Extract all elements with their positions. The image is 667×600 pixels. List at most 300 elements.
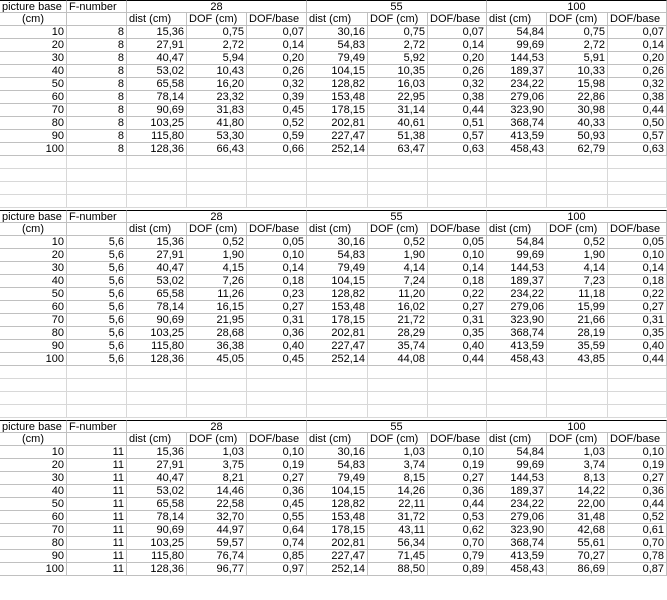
table-cell[interactable]: 0,44 — [428, 353, 487, 366]
table-cell[interactable]: 0,97 — [247, 563, 307, 576]
table-cell[interactable]: 4,14 — [547, 262, 608, 275]
table-cell[interactable]: 11 — [67, 459, 127, 472]
table-cell[interactable]: 53,02 — [127, 485, 187, 498]
empty-cell[interactable] — [307, 366, 368, 379]
table-cell[interactable]: 35,74 — [368, 340, 428, 353]
table-cell[interactable]: 0,36 — [247, 327, 307, 340]
table-cell[interactable]: 5,6 — [67, 327, 127, 340]
table-cell[interactable]: 70,27 — [547, 550, 608, 563]
table-cell[interactable]: 0,07 — [247, 26, 307, 39]
empty-cell[interactable] — [187, 366, 247, 379]
table-cell[interactable]: 80 — [0, 117, 67, 130]
table-cell[interactable]: 28,19 — [547, 327, 608, 340]
table-cell[interactable]: 30,16 — [307, 446, 368, 459]
table-cell[interactable]: 0,26 — [247, 65, 307, 78]
table-cell[interactable]: 0,14 — [608, 262, 667, 275]
empty-cell[interactable] — [428, 366, 487, 379]
table-cell[interactable]: 279,06 — [487, 91, 547, 104]
lens-header-28[interactable]: 28 — [127, 210, 307, 223]
table-cell[interactable]: 5,6 — [67, 249, 127, 262]
table-cell[interactable]: 153,48 — [307, 511, 368, 524]
empty-cell[interactable] — [487, 182, 547, 195]
table-cell[interactable]: 5,6 — [67, 301, 127, 314]
empty-cell[interactable] — [428, 169, 487, 182]
table-cell[interactable]: 413,59 — [487, 130, 547, 143]
table-cell[interactable]: 0,19 — [428, 459, 487, 472]
empty-cell[interactable] — [127, 169, 187, 182]
table-cell[interactable]: 0,59 — [247, 130, 307, 143]
table-cell[interactable]: 8 — [67, 143, 127, 156]
table-cell[interactable]: 11 — [67, 446, 127, 459]
empty-cell[interactable] — [67, 13, 127, 26]
table-cell[interactable]: 22,86 — [547, 91, 608, 104]
dof-header[interactable]: DOF (cm) — [368, 223, 428, 236]
table-cell[interactable]: 368,74 — [487, 327, 547, 340]
table-cell[interactable]: 0,36 — [428, 485, 487, 498]
table-cell[interactable]: 30 — [0, 472, 67, 485]
empty-cell[interactable] — [547, 169, 608, 182]
table-cell[interactable]: 7,24 — [368, 275, 428, 288]
dof-header[interactable]: DOF (cm) — [547, 13, 608, 26]
table-cell[interactable]: 70 — [0, 524, 67, 537]
lens-header-28[interactable]: 28 — [127, 0, 307, 13]
table-cell[interactable]: 14,22 — [547, 485, 608, 498]
table-cell[interactable]: 40,47 — [127, 262, 187, 275]
table-cell[interactable]: 0,05 — [608, 236, 667, 249]
empty-cell[interactable] — [187, 169, 247, 182]
table-cell[interactable]: 0,45 — [247, 104, 307, 117]
dist-header[interactable]: dist (cm) — [307, 13, 368, 26]
dof-base-header[interactable]: DOF/base — [608, 223, 667, 236]
table-cell[interactable]: 0,63 — [608, 143, 667, 156]
empty-cell[interactable] — [67, 195, 127, 208]
table-cell[interactable]: 1,90 — [547, 249, 608, 262]
empty-cell[interactable] — [547, 379, 608, 392]
dof-header[interactable]: DOF (cm) — [368, 433, 428, 446]
empty-cell[interactable] — [307, 182, 368, 195]
table-cell[interactable]: 86,69 — [547, 563, 608, 576]
table-cell[interactable]: 0,52 — [368, 236, 428, 249]
empty-cell[interactable] — [307, 156, 368, 169]
table-cell[interactable]: 60 — [0, 301, 67, 314]
table-cell[interactable]: 0,40 — [608, 340, 667, 353]
table-cell[interactable]: 0,14 — [428, 39, 487, 52]
empty-cell[interactable] — [67, 156, 127, 169]
table-cell[interactable]: 5,91 — [547, 52, 608, 65]
table-cell[interactable]: 100 — [0, 353, 67, 366]
table-cell[interactable]: 90 — [0, 340, 67, 353]
table-cell[interactable]: 28,68 — [187, 327, 247, 340]
table-cell[interactable]: 70 — [0, 314, 67, 327]
empty-cell[interactable] — [368, 195, 428, 208]
table-cell[interactable]: 227,47 — [307, 550, 368, 563]
table-cell[interactable]: 40,47 — [127, 472, 187, 485]
f-number-header[interactable]: F-number — [67, 210, 127, 223]
unit-cm-label[interactable]: (cm) — [0, 223, 67, 236]
table-cell[interactable]: 60 — [0, 91, 67, 104]
table-cell[interactable]: 53,02 — [127, 275, 187, 288]
table-cell[interactable]: 99,69 — [487, 39, 547, 52]
table-cell[interactable]: 14,26 — [368, 485, 428, 498]
table-cell[interactable]: 65,58 — [127, 498, 187, 511]
table-cell[interactable]: 104,15 — [307, 65, 368, 78]
table-cell[interactable]: 8,13 — [547, 472, 608, 485]
table-cell[interactable]: 36,38 — [187, 340, 247, 353]
table-cell[interactable]: 22,11 — [368, 498, 428, 511]
table-cell[interactable]: 51,38 — [368, 130, 428, 143]
empty-cell[interactable] — [247, 405, 307, 418]
table-cell[interactable]: 2,72 — [547, 39, 608, 52]
table-cell[interactable]: 0,52 — [608, 511, 667, 524]
table-cell[interactable]: 144,53 — [487, 52, 547, 65]
lens-header-100[interactable]: 100 — [487, 0, 667, 13]
table-cell[interactable]: 11 — [67, 550, 127, 563]
table-cell[interactable]: 153,48 — [307, 91, 368, 104]
empty-cell[interactable] — [487, 195, 547, 208]
table-cell[interactable]: 104,15 — [307, 485, 368, 498]
table-cell[interactable]: 0,18 — [608, 275, 667, 288]
table-cell[interactable]: 14,46 — [187, 485, 247, 498]
table-cell[interactable]: 0,74 — [247, 537, 307, 550]
table-cell[interactable]: 5,6 — [67, 275, 127, 288]
table-cell[interactable]: 0,45 — [247, 498, 307, 511]
table-cell[interactable]: 3,74 — [368, 459, 428, 472]
empty-cell[interactable] — [547, 405, 608, 418]
picture-base-header[interactable]: picture base — [0, 210, 67, 223]
table-cell[interactable]: 11 — [67, 472, 127, 485]
table-cell[interactable]: 0,27 — [608, 301, 667, 314]
table-cell[interactable]: 53,30 — [187, 130, 247, 143]
table-cell[interactable]: 323,90 — [487, 314, 547, 327]
table-cell[interactable]: 0,63 — [428, 143, 487, 156]
table-cell[interactable]: 189,37 — [487, 485, 547, 498]
table-cell[interactable]: 78,14 — [127, 301, 187, 314]
table-cell[interactable]: 11,26 — [187, 288, 247, 301]
empty-cell[interactable] — [368, 156, 428, 169]
table-cell[interactable]: 0,57 — [608, 130, 667, 143]
table-cell[interactable]: 10 — [0, 236, 67, 249]
table-cell[interactable]: 0,61 — [608, 524, 667, 537]
table-cell[interactable]: 0,10 — [247, 446, 307, 459]
table-cell[interactable]: 227,47 — [307, 340, 368, 353]
table-cell[interactable]: 50 — [0, 498, 67, 511]
table-cell[interactable]: 11,18 — [547, 288, 608, 301]
table-cell[interactable]: 4,14 — [368, 262, 428, 275]
table-cell[interactable]: 50 — [0, 288, 67, 301]
table-cell[interactable]: 0,52 — [187, 236, 247, 249]
table-cell[interactable]: 1,03 — [368, 446, 428, 459]
empty-cell[interactable] — [127, 182, 187, 195]
table-cell[interactable]: 7,26 — [187, 275, 247, 288]
table-cell[interactable]: 20 — [0, 249, 67, 262]
empty-cell[interactable] — [428, 182, 487, 195]
table-cell[interactable]: 0,10 — [428, 446, 487, 459]
empty-cell[interactable] — [127, 195, 187, 208]
table-cell[interactable]: 11 — [67, 537, 127, 550]
table-cell[interactable]: 8,15 — [368, 472, 428, 485]
table-cell[interactable]: 16,15 — [187, 301, 247, 314]
table-cell[interactable]: 28,29 — [368, 327, 428, 340]
table-cell[interactable]: 8 — [67, 117, 127, 130]
table-cell[interactable]: 0,57 — [428, 130, 487, 143]
table-cell[interactable]: 96,77 — [187, 563, 247, 576]
table-cell[interactable]: 1,90 — [187, 249, 247, 262]
table-cell[interactable]: 5,6 — [67, 262, 127, 275]
empty-cell[interactable] — [307, 405, 368, 418]
empty-cell[interactable] — [67, 405, 127, 418]
table-cell[interactable]: 0,52 — [547, 236, 608, 249]
table-cell[interactable]: 8 — [67, 91, 127, 104]
f-number-header[interactable]: F-number — [67, 0, 127, 13]
table-cell[interactable]: 0,31 — [247, 314, 307, 327]
table-cell[interactable]: 30,16 — [307, 236, 368, 249]
table-cell[interactable]: 27,91 — [127, 459, 187, 472]
empty-cell[interactable] — [247, 156, 307, 169]
table-cell[interactable]: 0,32 — [608, 78, 667, 91]
table-cell[interactable]: 10,33 — [547, 65, 608, 78]
empty-cell[interactable] — [127, 392, 187, 405]
table-cell[interactable]: 5,6 — [67, 353, 127, 366]
empty-cell[interactable] — [247, 182, 307, 195]
table-cell[interactable]: 0,22 — [428, 288, 487, 301]
table-cell[interactable]: 54,83 — [307, 39, 368, 52]
table-cell[interactable]: 8 — [67, 78, 127, 91]
table-cell[interactable]: 10 — [0, 446, 67, 459]
table-cell[interactable]: 62,79 — [547, 143, 608, 156]
empty-cell[interactable] — [247, 366, 307, 379]
table-cell[interactable]: 0,27 — [608, 472, 667, 485]
table-cell[interactable]: 1,03 — [187, 446, 247, 459]
lens-header-55[interactable]: 55 — [307, 0, 487, 13]
empty-cell[interactable] — [0, 366, 67, 379]
table-cell[interactable]: 0,40 — [247, 340, 307, 353]
empty-cell[interactable] — [428, 379, 487, 392]
table-cell[interactable]: 2,72 — [187, 39, 247, 52]
table-cell[interactable]: 0,62 — [428, 524, 487, 537]
table-cell[interactable]: 0,44 — [608, 353, 667, 366]
table-cell[interactable]: 103,25 — [127, 327, 187, 340]
table-cell[interactable]: 71,45 — [368, 550, 428, 563]
empty-cell[interactable] — [0, 405, 67, 418]
empty-cell[interactable] — [187, 392, 247, 405]
table-cell[interactable]: 128,36 — [127, 563, 187, 576]
table-cell[interactable]: 15,36 — [127, 446, 187, 459]
table-cell[interactable]: 0,18 — [247, 275, 307, 288]
table-cell[interactable]: 252,14 — [307, 353, 368, 366]
table-cell[interactable]: 189,37 — [487, 275, 547, 288]
table-cell[interactable]: 0,05 — [428, 236, 487, 249]
table-cell[interactable]: 0,66 — [247, 143, 307, 156]
table-cell[interactable]: 60 — [0, 511, 67, 524]
table-cell[interactable]: 5,92 — [368, 52, 428, 65]
table-cell[interactable]: 0,27 — [428, 472, 487, 485]
empty-cell[interactable] — [608, 156, 667, 169]
table-cell[interactable]: 11 — [67, 511, 127, 524]
table-cell[interactable]: 55,61 — [547, 537, 608, 550]
table-cell[interactable]: 59,57 — [187, 537, 247, 550]
table-cell[interactable]: 90,69 — [127, 524, 187, 537]
empty-cell[interactable] — [67, 223, 127, 236]
empty-cell[interactable] — [187, 379, 247, 392]
table-cell[interactable]: 0,27 — [247, 472, 307, 485]
table-cell[interactable]: 0,70 — [428, 537, 487, 550]
table-cell[interactable]: 0,20 — [247, 52, 307, 65]
table-cell[interactable]: 0,39 — [247, 91, 307, 104]
dist-header[interactable]: dist (cm) — [127, 433, 187, 446]
empty-cell[interactable] — [608, 182, 667, 195]
table-cell[interactable]: 43,11 — [368, 524, 428, 537]
table-cell[interactable]: 80 — [0, 537, 67, 550]
empty-cell[interactable] — [428, 195, 487, 208]
table-cell[interactable]: 0,75 — [187, 26, 247, 39]
table-cell[interactable]: 0,14 — [428, 262, 487, 275]
table-cell[interactable]: 66,43 — [187, 143, 247, 156]
table-cell[interactable]: 252,14 — [307, 563, 368, 576]
table-cell[interactable]: 31,72 — [368, 511, 428, 524]
table-cell[interactable]: 56,34 — [368, 537, 428, 550]
table-cell[interactable]: 10,35 — [368, 65, 428, 78]
empty-cell[interactable] — [608, 169, 667, 182]
table-cell[interactable]: 234,22 — [487, 498, 547, 511]
table-cell[interactable]: 65,58 — [127, 288, 187, 301]
table-cell[interactable]: 11,20 — [368, 288, 428, 301]
empty-cell[interactable] — [0, 156, 67, 169]
table-cell[interactable]: 8 — [67, 26, 127, 39]
table-cell[interactable]: 43,85 — [547, 353, 608, 366]
dof-header[interactable]: DOF (cm) — [547, 223, 608, 236]
empty-cell[interactable] — [428, 405, 487, 418]
f-number-header[interactable]: F-number — [67, 420, 127, 433]
table-cell[interactable]: 0,50 — [608, 117, 667, 130]
dof-base-header[interactable]: DOF/base — [428, 223, 487, 236]
table-cell[interactable]: 178,15 — [307, 314, 368, 327]
lens-header-28[interactable]: 28 — [127, 420, 307, 433]
table-cell[interactable]: 458,43 — [487, 563, 547, 576]
table-cell[interactable]: 23,32 — [187, 91, 247, 104]
dist-header[interactable]: dist (cm) — [307, 433, 368, 446]
table-cell[interactable]: 70 — [0, 104, 67, 117]
dist-header[interactable]: dist (cm) — [307, 223, 368, 236]
table-cell[interactable]: 8 — [67, 104, 127, 117]
table-cell[interactable]: 458,43 — [487, 353, 547, 366]
table-cell[interactable]: 2,72 — [368, 39, 428, 52]
table-cell[interactable]: 0,45 — [247, 353, 307, 366]
empty-cell[interactable] — [127, 366, 187, 379]
empty-cell[interactable] — [187, 156, 247, 169]
table-cell[interactable]: 0,27 — [247, 301, 307, 314]
table-cell[interactable]: 40 — [0, 65, 67, 78]
table-cell[interactable]: 30 — [0, 262, 67, 275]
table-cell[interactable]: 0,10 — [608, 249, 667, 262]
table-cell[interactable]: 189,37 — [487, 65, 547, 78]
table-cell[interactable]: 0,10 — [247, 249, 307, 262]
empty-cell[interactable] — [187, 405, 247, 418]
table-cell[interactable]: 15,99 — [547, 301, 608, 314]
empty-cell[interactable] — [127, 379, 187, 392]
table-cell[interactable]: 78,14 — [127, 91, 187, 104]
table-cell[interactable]: 128,36 — [127, 143, 187, 156]
table-cell[interactable]: 78,14 — [127, 511, 187, 524]
empty-cell[interactable] — [187, 182, 247, 195]
dof-header[interactable]: DOF (cm) — [547, 433, 608, 446]
table-cell[interactable]: 0,07 — [428, 26, 487, 39]
table-cell[interactable]: 20 — [0, 459, 67, 472]
empty-cell[interactable] — [487, 156, 547, 169]
table-cell[interactable]: 5,6 — [67, 314, 127, 327]
table-cell[interactable]: 234,22 — [487, 78, 547, 91]
table-cell[interactable]: 128,36 — [127, 353, 187, 366]
table-cell[interactable]: 63,47 — [368, 143, 428, 156]
table-cell[interactable]: 15,36 — [127, 236, 187, 249]
table-cell[interactable]: 11 — [67, 498, 127, 511]
table-cell[interactable]: 54,84 — [487, 446, 547, 459]
table-cell[interactable]: 115,80 — [127, 550, 187, 563]
table-cell[interactable]: 53,02 — [127, 65, 187, 78]
table-cell[interactable]: 90,69 — [127, 104, 187, 117]
table-cell[interactable]: 22,00 — [547, 498, 608, 511]
empty-cell[interactable] — [67, 169, 127, 182]
empty-cell[interactable] — [608, 379, 667, 392]
table-cell[interactable]: 40,33 — [547, 117, 608, 130]
table-cell[interactable]: 50 — [0, 78, 67, 91]
table-cell[interactable]: 5,6 — [67, 340, 127, 353]
table-cell[interactable]: 0,44 — [608, 104, 667, 117]
dof-base-header[interactable]: DOF/base — [428, 13, 487, 26]
empty-cell[interactable] — [368, 182, 428, 195]
table-cell[interactable]: 40 — [0, 275, 67, 288]
table-cell[interactable]: 41,80 — [187, 117, 247, 130]
table-cell[interactable]: 4,15 — [187, 262, 247, 275]
picture-base-header[interactable]: picture base — [0, 420, 67, 433]
table-cell[interactable]: 11 — [67, 485, 127, 498]
table-cell[interactable]: 0,89 — [428, 563, 487, 576]
table-cell[interactable]: 90 — [0, 550, 67, 563]
table-cell[interactable]: 0,36 — [247, 485, 307, 498]
table-cell[interactable]: 31,48 — [547, 511, 608, 524]
empty-cell[interactable] — [0, 195, 67, 208]
dof-base-header[interactable]: DOF/base — [247, 13, 307, 26]
lens-header-55[interactable]: 55 — [307, 210, 487, 223]
empty-cell[interactable] — [608, 405, 667, 418]
empty-cell[interactable] — [0, 379, 67, 392]
table-cell[interactable]: 54,83 — [307, 249, 368, 262]
table-cell[interactable]: 0,35 — [608, 327, 667, 340]
empty-cell[interactable] — [428, 392, 487, 405]
table-cell[interactable]: 0,52 — [247, 117, 307, 130]
table-cell[interactable]: 16,20 — [187, 78, 247, 91]
empty-cell[interactable] — [247, 392, 307, 405]
table-cell[interactable]: 22,95 — [368, 91, 428, 104]
empty-cell[interactable] — [187, 195, 247, 208]
table-cell[interactable]: 22,58 — [187, 498, 247, 511]
table-cell[interactable]: 8,21 — [187, 472, 247, 485]
dof-base-header[interactable]: DOF/base — [247, 433, 307, 446]
table-cell[interactable]: 27,91 — [127, 249, 187, 262]
table-cell[interactable]: 0,64 — [247, 524, 307, 537]
dof-header[interactable]: DOF (cm) — [187, 223, 247, 236]
table-cell[interactable]: 79,49 — [307, 262, 368, 275]
table-cell[interactable]: 30,98 — [547, 104, 608, 117]
table-cell[interactable]: 1,90 — [368, 249, 428, 262]
table-cell[interactable]: 0,07 — [608, 26, 667, 39]
table-cell[interactable]: 32,70 — [187, 511, 247, 524]
table-cell[interactable]: 104,15 — [307, 275, 368, 288]
empty-cell[interactable] — [368, 379, 428, 392]
empty-cell[interactable] — [487, 379, 547, 392]
table-cell[interactable]: 0,44 — [428, 104, 487, 117]
table-cell[interactable]: 10,43 — [187, 65, 247, 78]
table-cell[interactable]: 3,75 — [187, 459, 247, 472]
